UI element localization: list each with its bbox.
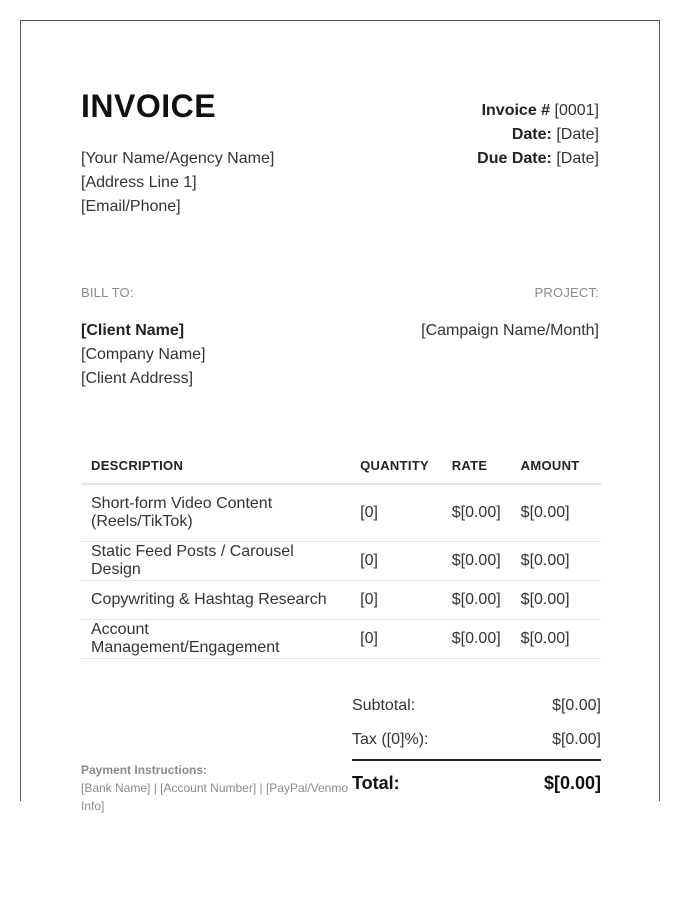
totals-block xyxy=(352,691,601,794)
row-amount: $[0.00] xyxy=(511,581,601,620)
invoice-date-value: [Date] xyxy=(556,126,599,143)
row-quantity: [0] xyxy=(350,484,442,542)
totals-divider xyxy=(352,759,601,761)
project-value: [Campaign Name/Month] xyxy=(421,322,599,339)
row-quantity: [0] xyxy=(350,581,442,620)
subtotal-label: Subtotal: xyxy=(352,697,416,714)
sender-block xyxy=(81,147,274,219)
row-description: Account Management/Engagement xyxy=(81,620,350,659)
invoice-date-label: Date: xyxy=(511,126,552,143)
client-company: [Company Name] xyxy=(81,346,206,363)
tax-value: $[0.00] xyxy=(552,731,601,748)
invoice-meta xyxy=(477,99,599,171)
table-row xyxy=(81,620,601,659)
row-description: Copywriting & Hashtag Research xyxy=(81,581,350,620)
client-address: [Client Address] xyxy=(81,370,194,387)
payment-title: Payment Instructions: xyxy=(81,763,208,777)
client-name: [Client Name] xyxy=(81,322,185,339)
subtotal-value: $[0.00] xyxy=(552,697,601,714)
total-label: Total: xyxy=(352,773,400,793)
header-quantity: QUANTITY xyxy=(350,447,442,484)
row-description: Short-form Video Content (Reels/TikTok) xyxy=(81,484,350,542)
row-rate: $[0.00] xyxy=(442,484,511,542)
table-row xyxy=(81,542,601,581)
table-row xyxy=(81,484,601,542)
payment-instructions xyxy=(81,761,353,815)
row-amount: $[0.00] xyxy=(511,542,601,581)
project-label: PROJECT: xyxy=(534,285,599,300)
sender-contact: [Email/Phone] xyxy=(81,198,181,215)
row-description: Static Feed Posts / Carousel Design xyxy=(81,542,350,581)
row-amount: $[0.00] xyxy=(511,484,601,542)
header-description: DESCRIPTION xyxy=(81,447,350,484)
sender-name: [Your Name/Agency Name] xyxy=(81,150,275,167)
invoice-number-value: [0001] xyxy=(554,102,599,119)
row-quantity: [0] xyxy=(350,542,442,581)
row-amount: $[0.00] xyxy=(511,620,601,659)
row-quantity: [0] xyxy=(350,620,442,659)
invoice-due-label: Due Date: xyxy=(477,150,552,167)
invoice-due-date xyxy=(477,147,599,171)
invoice-title: INVOICE xyxy=(81,88,217,124)
header-amount: AMOUNT xyxy=(511,447,601,484)
table-row xyxy=(81,581,601,620)
invoice-page xyxy=(20,20,660,813)
total-value: $[0.00] xyxy=(543,773,601,793)
line-items-table xyxy=(81,447,601,659)
invoice-number xyxy=(477,99,599,123)
payment-details: [Bank Name] | [Account Number] | [PayPal/Venmo Info] xyxy=(81,781,349,813)
invoice-number-label: Invoice # xyxy=(481,102,551,119)
sender-address: [Address Line 1] xyxy=(81,174,197,191)
tax-row xyxy=(352,725,601,759)
bill-to-label: BILL TO: xyxy=(81,285,134,300)
row-rate: $[0.00] xyxy=(442,542,511,581)
tax-label: Tax ([0]%): xyxy=(352,731,429,748)
bill-to-block xyxy=(81,319,206,391)
table-header-row xyxy=(81,447,601,484)
header-rate: RATE xyxy=(442,447,511,484)
invoice-due-value: [Date] xyxy=(556,150,599,167)
subtotal-row xyxy=(352,691,601,725)
row-rate: $[0.00] xyxy=(442,581,511,620)
invoice-date xyxy=(477,123,599,147)
row-rate: $[0.00] xyxy=(442,620,511,659)
total-row xyxy=(352,773,601,794)
